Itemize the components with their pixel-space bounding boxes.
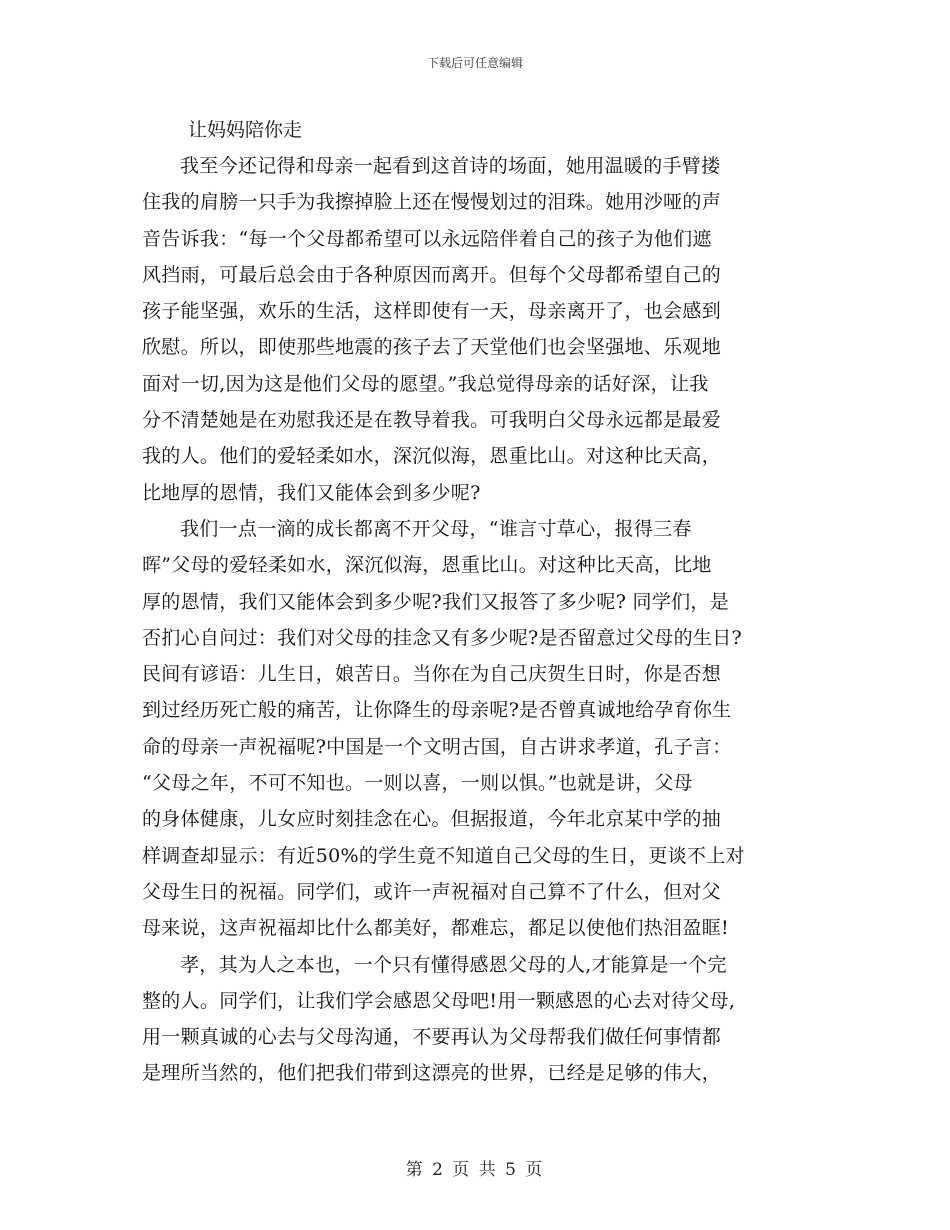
paragraph-line: 父母生日的祝福。同学们，或许一声祝福对自己算不了什么，但对父	[142, 880, 722, 903]
paragraph-line: 到过经历死亡般的痛苦，让你降生的母亲呢?是否曾真诚地给孕育你生	[142, 699, 732, 722]
paragraph-line: “父母之年，不可不知也。一则以喜，一则以惧。”也就是讲，父母	[142, 772, 693, 795]
page-header: 下载后可任意编辑	[426, 56, 523, 70]
paragraph-line: 晖”父母的爱轻柔如水，深沉似海，恩重比山。对这种比天高，比地	[142, 554, 712, 577]
page-number: 第 2 页 共 5 页	[405, 1160, 545, 1180]
document-title: 让妈妈陪你走	[188, 119, 303, 141]
paragraph-line: 音告诉我：“每一个父母都希望可以永远陪伴着自己的孩子为他们遮	[142, 227, 712, 250]
paragraph-line: 孝，其为人之本也，一个只有懂得感恩父母的人,才能算是一个完	[180, 953, 727, 976]
paragraph-line: 命的母亲一声祝福呢?中国是一个文明古国，自古讲求孝道，孔子言：	[142, 735, 732, 758]
paragraph-line: 用一颗真诚的心去与父母沟通，不要再认为父母帮我们做任何事情都	[142, 1026, 722, 1049]
paragraph-line: 欣慰。所以，即使那些地震的孩子去了天堂他们也会坚强地、乐观地	[142, 336, 722, 359]
paragraph-line: 我的人。他们的爱轻柔如水，深沉似海，恩重比山。对这种比天高，	[142, 445, 722, 468]
paragraph-line: 孩子能坚强，欢乐的生活，这样即使有一天，母亲离开了，也会感到	[142, 300, 722, 323]
document-body	[142, 112, 822, 1092]
paragraph-line: 民间有谚语：儿生日，娘苦日。当你在为自己庆贺生日时，你是否想	[142, 663, 722, 686]
paragraph-line: 否扪心自问过：我们对父母的挂念又有多少呢?是否留意过父母的生日?	[142, 626, 742, 649]
paragraph-line: 风挡雨，可最后总会由于各种原因而离开。但每个父母都希望自己的	[142, 263, 722, 286]
paragraph-line: 样调查却显示：有近50%的学生竟不知道自己父母的生日，更谈不上对	[142, 844, 745, 867]
paragraph-line: 的身体健康，儿女应时刻挂念在心。但据报道，今年北京某中学的抽	[142, 808, 722, 831]
paragraph-line: 我至今还记得和母亲一起看到这首诗的场面，她用温暖的手臂搂	[180, 155, 721, 177]
paragraph-line: 面对一切,因为这是他们父母的愿望。”我总觉得母亲的话好深，让我	[142, 372, 709, 395]
paragraph-line: 整的人。同学们，让我们学会感恩父母吧!用一颗感恩的心去对待父母,	[142, 989, 736, 1012]
paragraph-line: 我们一点一滴的成长都离不开父母，“谁言寸草心，报得三春	[180, 517, 692, 540]
paragraph-line: 母来说，这声祝福却比什么都美好，都难忘，都足以使他们热泪盈眶!	[142, 917, 729, 940]
paragraph-line: 分不清楚她是在劝慰我还是在教导着我。可我明白父母永远都是最爱	[142, 409, 722, 432]
paragraph-line: 是理所当然的，他们把我们带到这漂亮的世界，已经是足够的伟大，	[142, 1062, 722, 1085]
paragraph-line: 比地厚的恩情，我们又能体会到多少呢?	[142, 481, 481, 504]
paragraph-line: 住我的肩膀一只手为我擦掉脸上还在慢慢划过的泪珠。她用沙哑的声	[142, 191, 722, 214]
paragraph-line: 厚的恩情，我们又能体会到多少呢?我们又报答了多少呢? 同学们，是	[142, 590, 730, 613]
